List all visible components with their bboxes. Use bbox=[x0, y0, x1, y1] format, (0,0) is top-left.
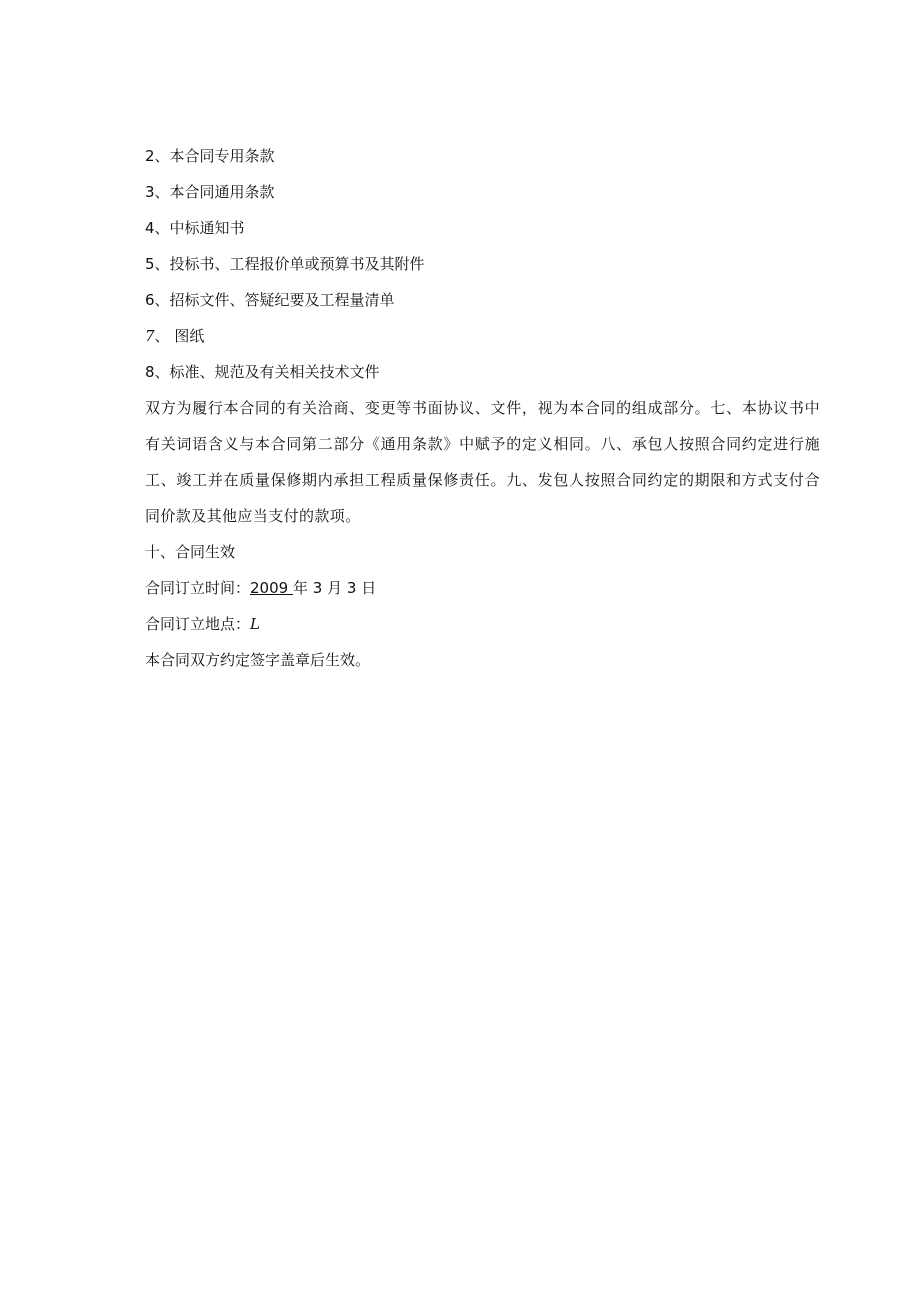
sign-time-month-suffix: 月 bbox=[327, 579, 343, 597]
item-text: 、本合同通用条款 bbox=[154, 183, 275, 201]
body-paragraph: 双方为履行本合同的有关洽商、变更等书面协议、文件，视为本合同的组成部分。七、本协议书中有关词语含义与本合同第二部分《通用条款》中赋予的定义相同。八、承包人按照合同约定进行施工、竣工并在质量保修期内承担工程质量保修责任。九、发包人按照合同约定的期限和方式支付合同价款及其他应当支付的款项。 bbox=[145, 399, 820, 525]
sign-time-year: 2009 bbox=[250, 579, 293, 597]
item-text: 、标准、规范及有关相关技术文件 bbox=[154, 363, 380, 381]
sign-place-label: 合同订立地点： bbox=[145, 615, 251, 633]
list-item bbox=[145, 354, 820, 390]
effective-statement: 本合同双方约定签字盖章后生效。 bbox=[145, 651, 371, 669]
list-item bbox=[145, 174, 820, 210]
item-text: 、本合同专用条款 bbox=[154, 147, 275, 165]
list-item bbox=[145, 282, 820, 318]
sign-place-value: L bbox=[250, 615, 260, 633]
item-number: 7 bbox=[145, 327, 155, 345]
sign-time-day-suffix: 日 bbox=[361, 579, 377, 597]
sign-time-line bbox=[145, 570, 820, 606]
item-number: 8 bbox=[145, 363, 155, 381]
item-text: 、投标书、工程报价单或预算书及其附件 bbox=[154, 255, 425, 273]
sign-time-year-suffix: 年 bbox=[292, 579, 308, 597]
item-number: 2 bbox=[145, 147, 155, 165]
item-number: 5 bbox=[145, 255, 155, 273]
item-number: 6 bbox=[145, 291, 155, 309]
list-item bbox=[145, 246, 820, 282]
document-body bbox=[145, 138, 820, 678]
list-item bbox=[145, 138, 820, 174]
sign-time-day: 3 bbox=[342, 579, 362, 597]
sign-time-label: 合同订立时间： bbox=[145, 579, 251, 597]
list-item bbox=[145, 318, 820, 354]
section-heading: 十、合同生效 bbox=[145, 543, 236, 561]
item-number: 4 bbox=[145, 219, 155, 237]
sign-time-month: 3 bbox=[307, 579, 328, 597]
item-text: 、中标通知书 bbox=[154, 219, 245, 237]
item-text: 、 图纸 bbox=[154, 327, 205, 345]
sign-place-line bbox=[145, 606, 820, 642]
item-text: 、招标文件、答疑纪要及工程量清单 bbox=[154, 291, 395, 309]
item-number: 3 bbox=[145, 183, 155, 201]
list-item bbox=[145, 210, 820, 246]
